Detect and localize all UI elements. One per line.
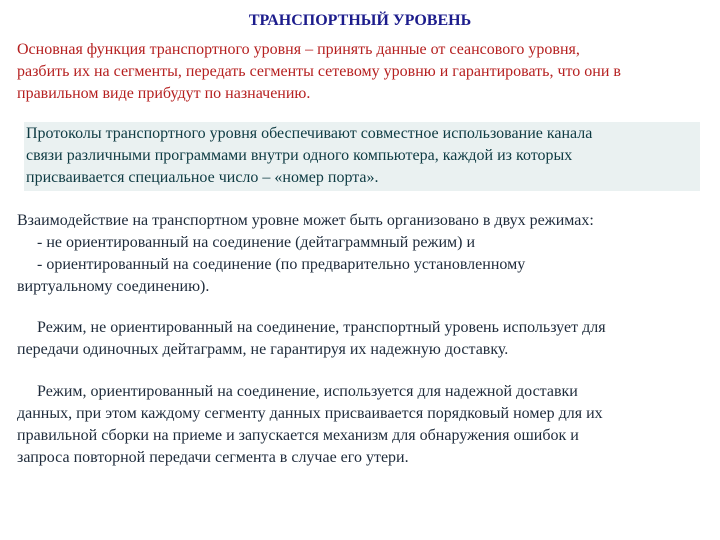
page-title: ТРАНСПОРТНЫЙ УРОВЕНЬ (248, 12, 472, 29)
text-line: присваивается специальное число – «номер порта». (26, 169, 379, 186)
text-line: Протоколы транспортного уровня обеспечивают совместное использование канала (26, 125, 593, 142)
text-line: разбить их на сегменты, передать сегменты сетевому уровню и гарантировать, что они в (17, 63, 621, 80)
text-line: передачи одиночных дейтаграмм, не гарантируя их надежную доставку. (17, 341, 509, 358)
intro-paragraph (17, 39, 707, 105)
text-line: Основная функция транспортного уровня – принять данные от сеансового уровня, (17, 41, 580, 58)
text-line: правильной сборки на приеме и запускается механизм для обнаружения ошибок и (17, 427, 579, 444)
list-item: - не ориентированный на соединение (дейтаграммный режим) и (37, 234, 476, 251)
connection-oriented-paragraph (17, 381, 707, 469)
text-line: Режим, не ориентированный на соединение, транспортный уровень использует для (37, 319, 606, 336)
text-line: связи различными программами внутри одного компьютера, каждой из которых (26, 147, 573, 164)
text-line: данных, при этом каждому сегменту данных присваивается порядковый номер для их (17, 405, 603, 422)
modes-paragraph (17, 210, 707, 298)
list-item: - ориентированный на соединение (по предварительно установленному (37, 256, 526, 273)
text-line: Взаимодействие на транспортном уровне может быть организовано в двух режимах: (17, 212, 594, 229)
text-line: правильном виде прибудут по назначению. (17, 85, 311, 102)
ports-paragraph (24, 122, 700, 191)
text-line: Режим, ориентированный на соединение, используется для надежной доставки (37, 383, 578, 400)
text-line: виртуальному соединению). (17, 278, 210, 295)
connectionless-paragraph (17, 317, 707, 361)
text-line: запроса повторной передачи сегмента в случае его утери. (17, 449, 409, 466)
